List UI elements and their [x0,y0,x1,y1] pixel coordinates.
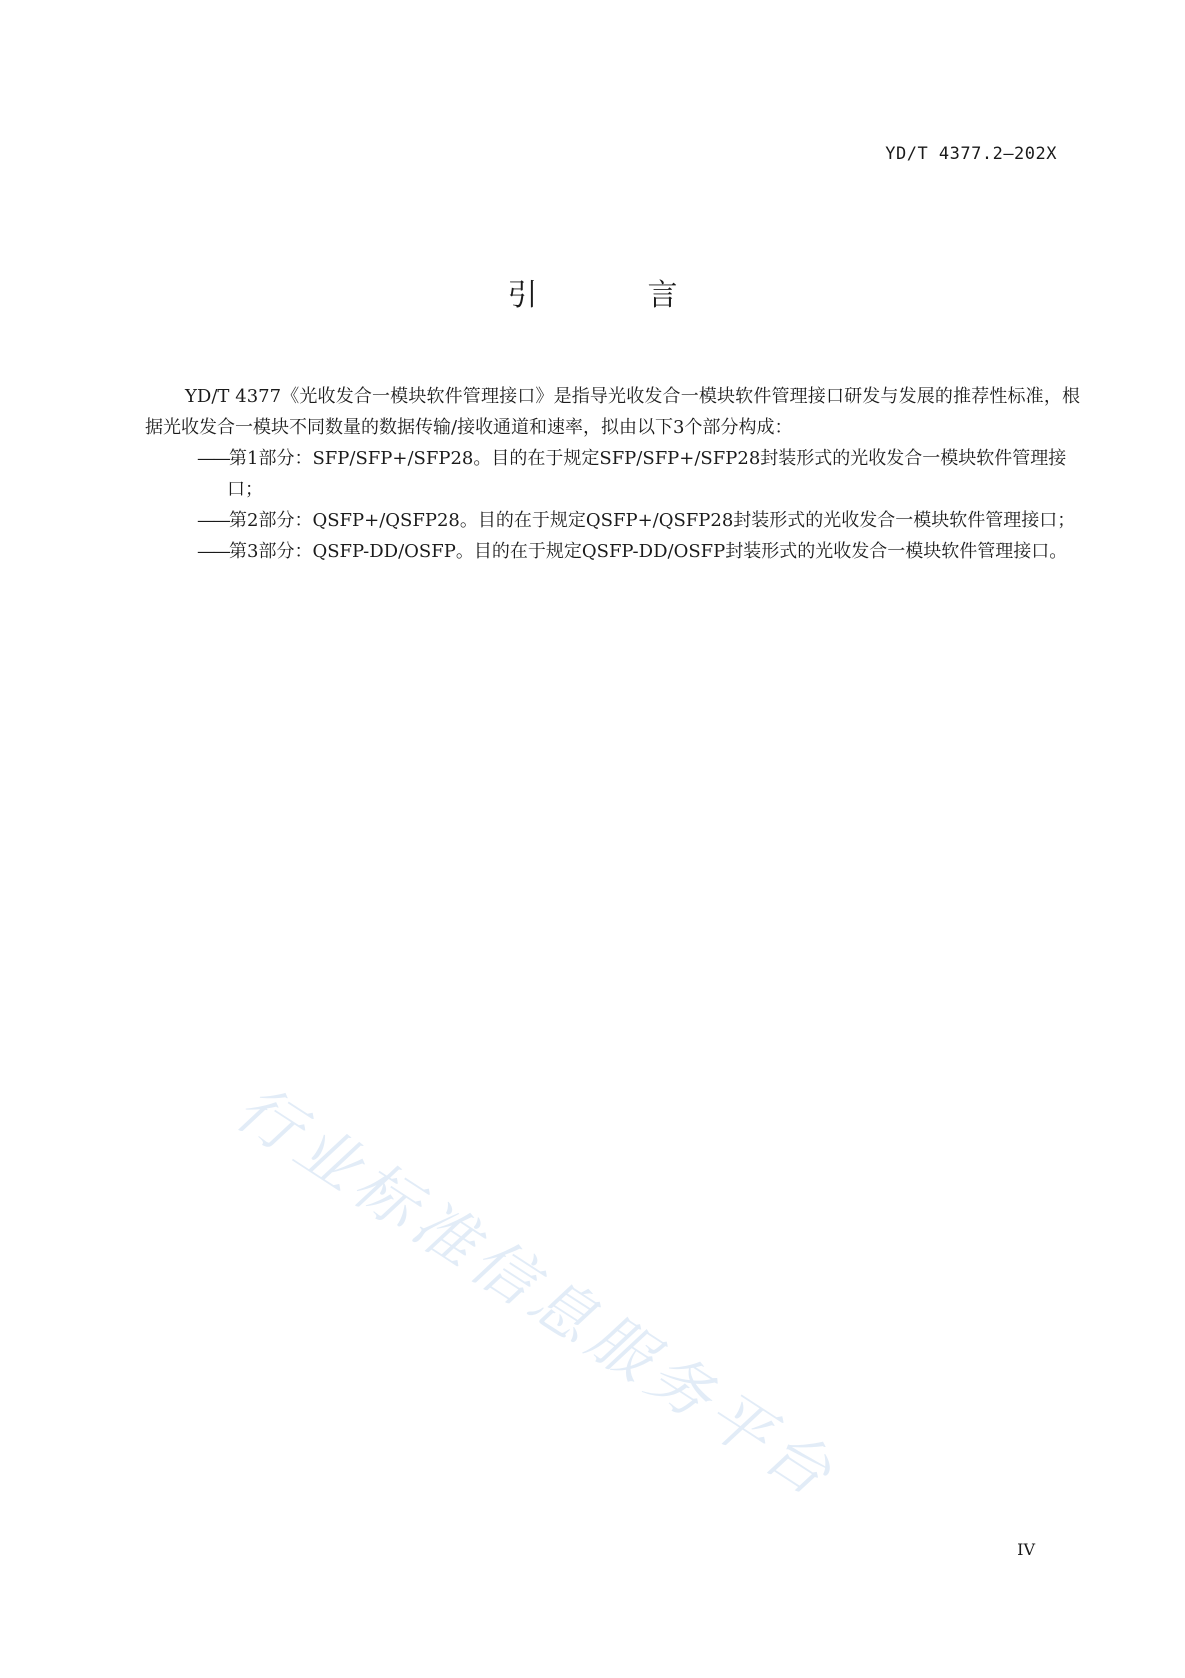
parts-list [145,443,1080,567]
part-1-text: 第1部分：SFP/SFP+/SFP28。目的在于规定SFP/SFP+/SFP28封装形式的光收发合一模块软件管理接口； [227,448,1067,500]
list-item [145,443,1080,505]
list-item [145,505,1080,536]
part-3-text: 第3部分：QSFP-DD/OSFP。目的在于规定QSFP-DD/OSFP封装形式的光收发合一模块软件管理接口。 [229,541,1068,562]
page-title: 引 言 [507,278,718,313]
watermark: 行业标准信息服务平台 [223,1070,851,1514]
list-dash: —— [197,510,229,531]
list-dash: —— [197,448,229,469]
document-body [145,381,1080,567]
part-2-text: 第2部分：QSFP+/QSFP28。目的在于规定QSFP+/QSFP28封装形式的光收发合一模块软件管理接口； [229,510,1076,531]
list-item [145,536,1080,567]
page-number: IV [1017,1540,1035,1559]
standard-code: YD/T 4377.2—202X [885,144,1057,164]
intro-paragraph: YD/T 4377《光收发合一模块软件管理接口》是指导光收发合一模块软件管理接口研发与发展的推荐性标准，根据光收发合一模块不同数量的数据传输/接收通道和速率，拟由以下3个部分构成： [145,386,1080,438]
list-dash: —— [197,541,229,562]
